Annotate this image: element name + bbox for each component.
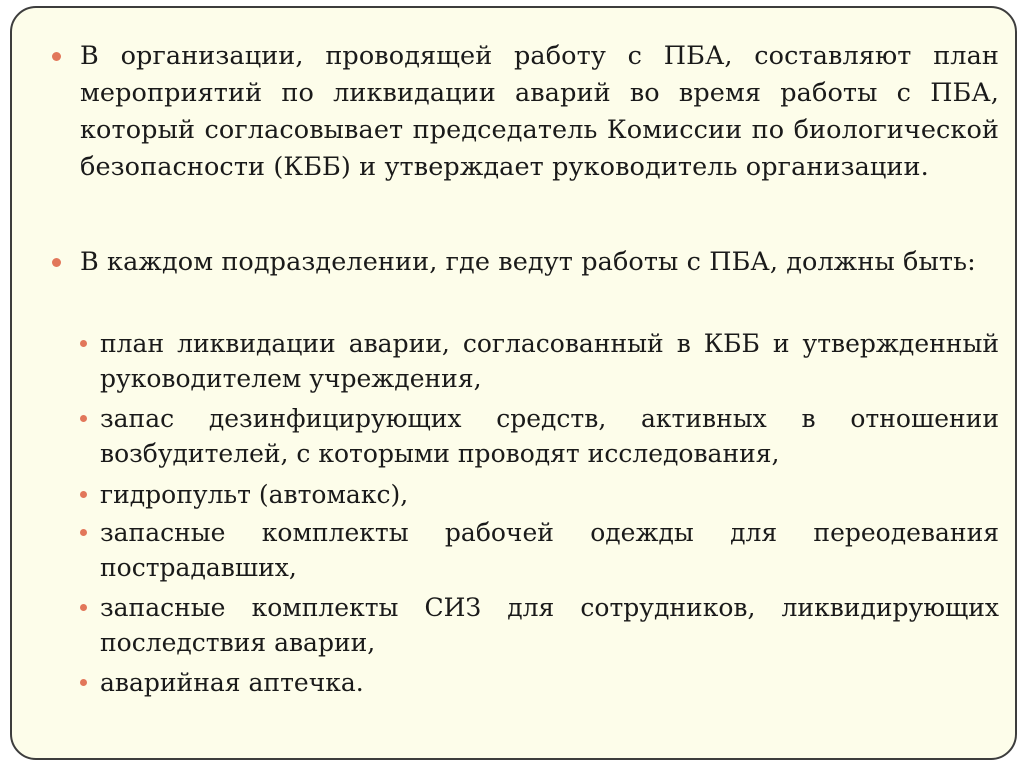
- sub-bullet-dot: [80, 529, 87, 536]
- sub-list-item-2: [80, 401, 999, 471]
- sub-list-item-4: [80, 515, 999, 585]
- sub-item-text: гидропульт (автомакс),: [100, 480, 409, 509]
- sub-bullet-dot: [80, 604, 87, 611]
- bullet-item-1: [52, 38, 999, 186]
- bullet-dot: [52, 258, 61, 267]
- bullet-item-2: [52, 244, 999, 281]
- bullet-text: В каждом подразделении, где ведут работы с ПБА, должны быть:: [80, 247, 976, 277]
- bullet-dot: [52, 52, 61, 61]
- sub-bullet-dot: [80, 340, 87, 347]
- sub-list-item-1: [80, 326, 999, 396]
- sub-item-text: запасные комплекты рабочей одежды для переодевания пострадавших,: [100, 518, 999, 582]
- sub-bullet-dot: [80, 679, 87, 686]
- slide-frame: [10, 6, 1017, 760]
- bullet-text: В организации, проводящей работу с ПБА, составляют план мероприятий по ликвидации аварий во время работы с ПБА, который согласовывает председатель Комиссии по биологической безопасности (КББ) и утверждает руководитель организации.: [80, 41, 999, 182]
- slide-content: [12, 8, 1015, 758]
- sub-bullet-dot: [80, 491, 87, 498]
- sub-item-text: план ликвидации аварии, согласованный в КББ и утвержденный руководителем учреждения,: [100, 329, 999, 393]
- sub-list-item-3: [80, 477, 999, 512]
- sub-item-text: запасные комплекты СИЗ для сотрудников, ликвидирующих последствия аварии,: [100, 593, 999, 657]
- sub-list-item-5: [80, 590, 999, 660]
- sub-bullet-dot: [80, 415, 87, 422]
- sub-item-text: запас дезинфицирующих средств, активных в отношении возбудителей, с которыми проводят исследования,: [100, 404, 999, 468]
- sub-list-item-6: [80, 665, 999, 700]
- sub-item-text: аварийная аптечка.: [100, 668, 364, 697]
